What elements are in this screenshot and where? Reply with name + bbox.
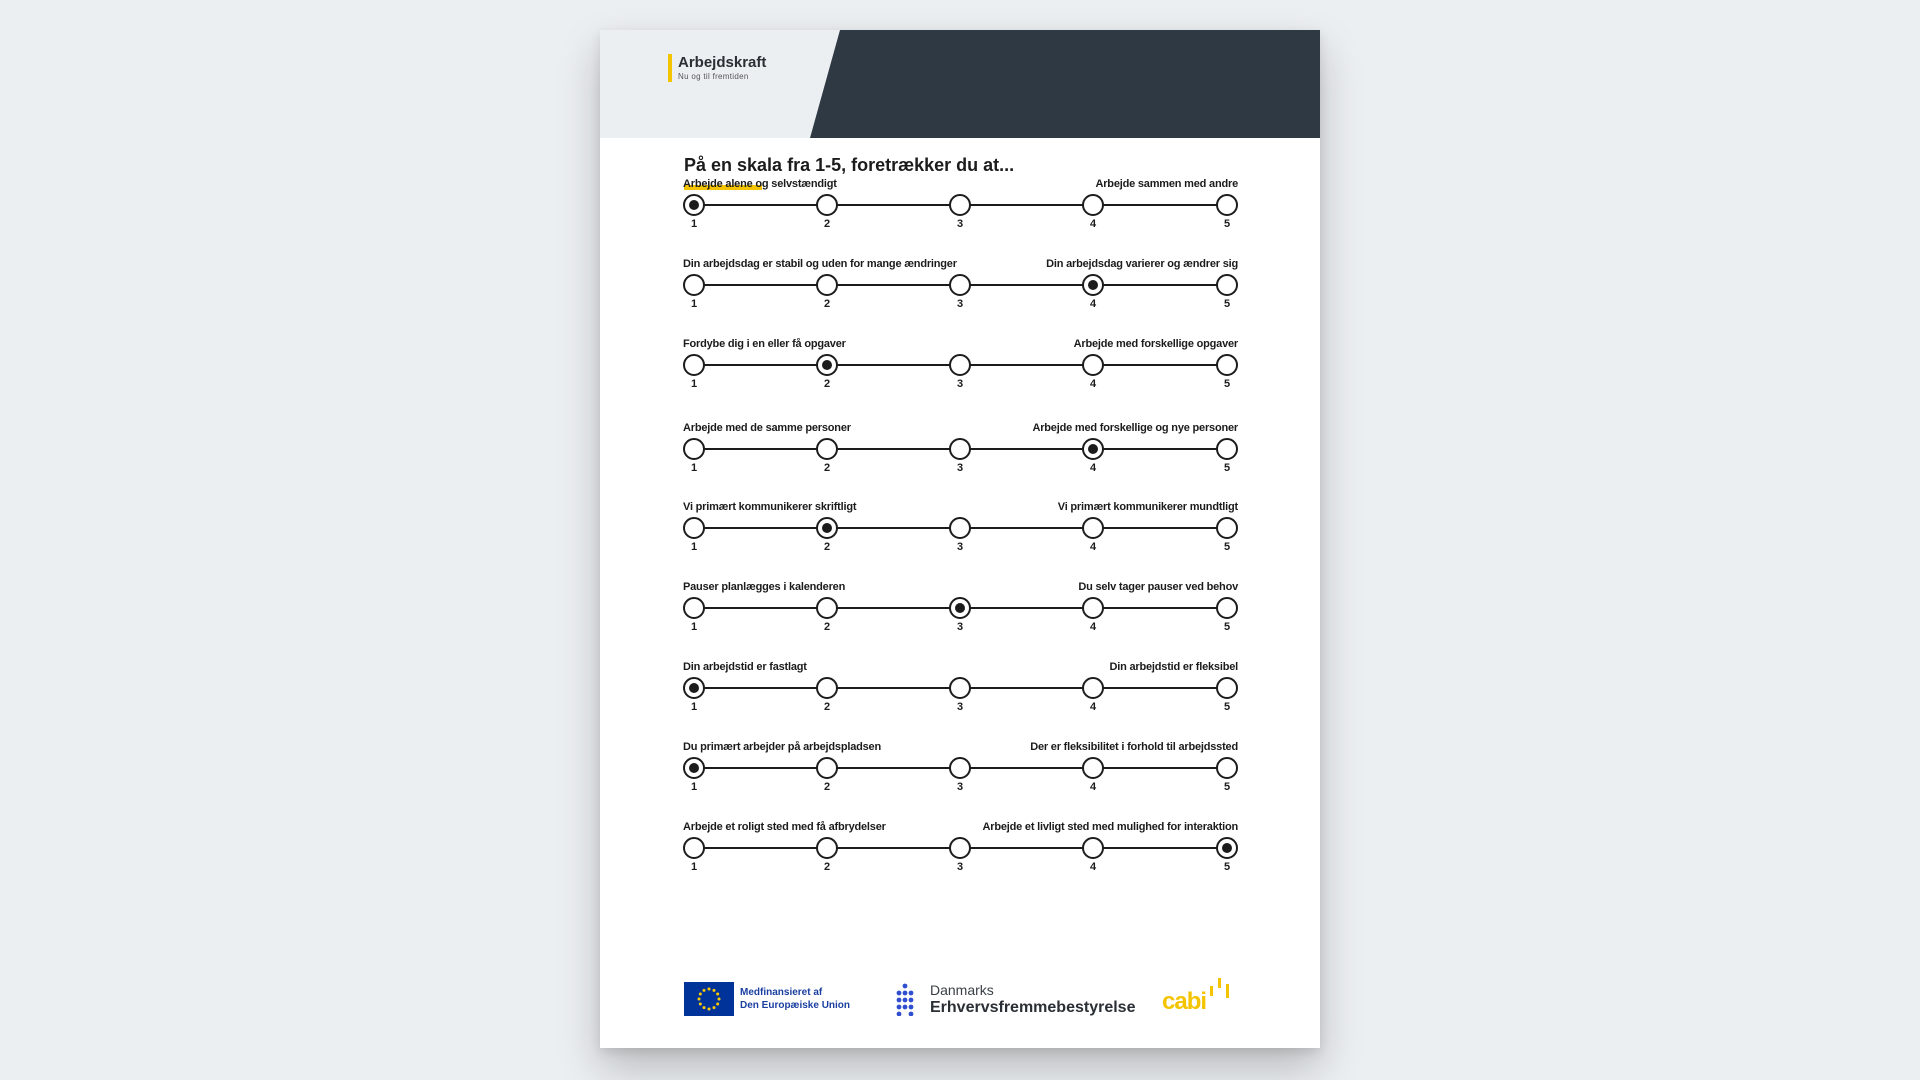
scale-number: 2 <box>823 218 831 230</box>
rating-option-4[interactable] <box>1082 677 1104 699</box>
rating-option-1[interactable] <box>683 274 705 296</box>
scale-number: 4 <box>1089 621 1097 633</box>
rating-scale <box>683 677 1238 713</box>
question-left-label: Du primært arbejder på arbejdspladsen <box>683 741 881 753</box>
question-right-label: Der er fleksibilitet i forhold til arbejdssted <box>1030 741 1238 753</box>
rating-option-2[interactable] <box>816 837 838 859</box>
question-row <box>683 501 1238 565</box>
scale-number: 4 <box>1089 462 1097 474</box>
question-row <box>683 741 1238 805</box>
scale-number: 3 <box>956 462 964 474</box>
rating-option-4[interactable] <box>1082 194 1104 216</box>
question-right-label: Arbejde et livligt sted med mulighed for interaktion <box>982 821 1238 833</box>
scale-number: 5 <box>1223 378 1231 390</box>
rating-option-5[interactable] <box>1216 837 1238 859</box>
scale-number: 2 <box>823 621 831 633</box>
rating-option-5[interactable] <box>1216 438 1238 460</box>
brand-tagline: Nu og til fremtiden <box>678 72 749 81</box>
selected-dot <box>822 360 832 370</box>
question-left-label: Arbejde alene og selvstændigt <box>683 178 837 190</box>
rating-option-2[interactable] <box>816 677 838 699</box>
question-left-label: Vi primært kommunikerer skriftligt <box>683 501 857 513</box>
scale-number: 3 <box>956 781 964 793</box>
question-left-label: Pauser planlægges i kalenderen <box>683 581 846 593</box>
rating-option-3[interactable] <box>949 354 971 376</box>
rating-scale <box>683 274 1238 310</box>
footer-logos <box>600 970 1320 1030</box>
rating-option-4[interactable] <box>1082 354 1104 376</box>
scale-number: 2 <box>823 701 831 713</box>
scale-number: 5 <box>1223 298 1231 310</box>
scale-number: 5 <box>1223 861 1231 873</box>
eu-line-2: Den Europæiske Union <box>740 1000 851 1011</box>
rating-option-1[interactable] <box>683 837 705 859</box>
selected-dot <box>1088 444 1098 454</box>
scale-number: 1 <box>690 298 698 310</box>
rating-option-3[interactable] <box>949 677 971 699</box>
rating-option-2[interactable] <box>816 757 838 779</box>
rating-option-1[interactable] <box>683 354 705 376</box>
rating-option-5[interactable] <box>1216 194 1238 216</box>
scale-number: 2 <box>823 298 831 310</box>
scale-number: 4 <box>1089 378 1097 390</box>
question-left-label: Din arbejdstid er fastlagt <box>683 661 807 673</box>
scale-number: 3 <box>956 218 964 230</box>
cabi-mark-icon <box>1206 976 1232 1006</box>
brand-logo <box>668 54 766 82</box>
rating-option-1[interactable] <box>683 438 705 460</box>
rating-scale <box>683 438 1238 474</box>
question-left-label: Din arbejdsdag er stabil og uden for mange ændringer <box>683 258 957 270</box>
rating-option-2[interactable] <box>816 438 838 460</box>
scale-number: 4 <box>1089 298 1097 310</box>
rating-scale <box>683 354 1238 390</box>
scale-number: 4 <box>1089 861 1097 873</box>
rating-option-2[interactable] <box>816 597 838 619</box>
question-right-label: Din arbejdstid er fleksibel <box>1109 661 1238 673</box>
scale-number: 3 <box>956 621 964 633</box>
selected-dot <box>955 603 965 613</box>
question-right-label: Din arbejdsdag varierer og ændrer sig <box>1046 258 1238 270</box>
scale-number: 2 <box>823 861 831 873</box>
cabi-logo: cabi <box>1162 988 1207 1015</box>
scale-number: 5 <box>1223 701 1231 713</box>
dk-board-text <box>930 982 1135 1016</box>
scale-number: 5 <box>1223 621 1231 633</box>
rating-option-5[interactable] <box>1216 274 1238 296</box>
scale-number: 3 <box>956 541 964 553</box>
scale-number: 3 <box>956 378 964 390</box>
question-left-label: Arbejde med de samme personer <box>683 422 851 434</box>
question-row <box>683 581 1238 645</box>
rating-scale <box>683 194 1238 230</box>
scale-number: 5 <box>1223 781 1231 793</box>
scale-number: 1 <box>690 218 698 230</box>
scale-number: 5 <box>1223 462 1231 474</box>
rating-option-5[interactable] <box>1216 757 1238 779</box>
selected-dot <box>689 763 699 773</box>
rating-option-4[interactable] <box>1082 274 1104 296</box>
question-row <box>683 821 1238 885</box>
dk-line-2: Erhvervsfremmebestyrelse <box>930 999 1136 1016</box>
rating-option-4[interactable] <box>1082 597 1104 619</box>
rating-option-2[interactable] <box>816 517 838 539</box>
page-title: På en skala fra 1-5, foretrækker du at... <box>684 155 1015 175</box>
scale-number: 2 <box>823 378 831 390</box>
rating-option-3[interactable] <box>949 438 971 460</box>
scale-number: 4 <box>1089 218 1097 230</box>
selected-dot <box>689 683 699 693</box>
eu-cofinance-text <box>740 986 850 1012</box>
question-left-label: Arbejde et roligt sted med få afbrydelser <box>683 821 886 833</box>
scale-number: 1 <box>690 378 698 390</box>
question-right-label: Arbejde sammen med andre <box>1095 178 1238 190</box>
rating-option-5[interactable] <box>1216 597 1238 619</box>
brand-name: Arbejdskraft <box>678 54 767 71</box>
scale-number: 1 <box>690 621 698 633</box>
rating-option-3[interactable] <box>949 517 971 539</box>
scale-number: 5 <box>1223 218 1231 230</box>
rating-option-1[interactable] <box>683 517 705 539</box>
scale-number: 1 <box>690 781 698 793</box>
question-row <box>683 178 1238 242</box>
scale-number: 3 <box>956 861 964 873</box>
rating-option-3[interactable] <box>949 274 971 296</box>
rating-option-1[interactable] <box>683 677 705 699</box>
rating-option-3[interactable] <box>949 597 971 619</box>
question-row <box>683 422 1238 486</box>
scale-number: 4 <box>1089 541 1097 553</box>
rating-scale <box>683 757 1238 793</box>
question-right-label: Arbejde med forskellige og nye personer <box>1032 422 1238 434</box>
scale-number: 1 <box>690 541 698 553</box>
question-row <box>683 661 1238 725</box>
rating-option-3[interactable] <box>949 194 971 216</box>
eu-flag-icon <box>684 982 734 1016</box>
selected-dot <box>1222 843 1232 853</box>
dot-grid-icon <box>895 982 919 1016</box>
rating-scale <box>683 517 1238 553</box>
rating-option-5[interactable] <box>1216 354 1238 376</box>
eu-line-1: Medfinansieret af <box>740 987 823 998</box>
rating-option-2[interactable] <box>816 194 838 216</box>
rating-option-2[interactable] <box>816 274 838 296</box>
question-right-label: Arbejde med forskellige opgaver <box>1073 338 1238 350</box>
scale-number: 4 <box>1089 701 1097 713</box>
scale-number: 5 <box>1223 541 1231 553</box>
header-dark-band <box>600 30 1320 138</box>
question-right-label: Vi primært kommunikerer mundtligt <box>1057 501 1238 513</box>
question-left-label: Fordybe dig i en eller få opgaver <box>683 338 846 350</box>
scale-number: 3 <box>956 701 964 713</box>
rating-option-5[interactable] <box>1216 677 1238 699</box>
selected-dot <box>689 200 699 210</box>
scale-number: 1 <box>690 462 698 474</box>
scale-number: 3 <box>956 298 964 310</box>
rating-option-4[interactable] <box>1082 517 1104 539</box>
rating-scale <box>683 837 1238 873</box>
scale-number: 4 <box>1089 781 1097 793</box>
rating-option-1[interactable] <box>683 194 705 216</box>
rating-option-4[interactable] <box>1082 757 1104 779</box>
rating-option-3[interactable] <box>949 757 971 779</box>
rating-option-1[interactable] <box>683 597 705 619</box>
question-row <box>683 338 1238 402</box>
scale-number: 2 <box>823 541 831 553</box>
questionnaire-page <box>600 30 1320 1048</box>
rating-option-3[interactable] <box>949 837 971 859</box>
scale-number: 1 <box>690 861 698 873</box>
selected-dot <box>822 523 832 533</box>
rating-option-2[interactable] <box>816 354 838 376</box>
rating-option-5[interactable] <box>1216 517 1238 539</box>
selected-dot <box>1088 280 1098 290</box>
rating-option-1[interactable] <box>683 757 705 779</box>
rating-option-4[interactable] <box>1082 837 1104 859</box>
scale-number: 1 <box>690 701 698 713</box>
rating-option-4[interactable] <box>1082 438 1104 460</box>
scale-number: 2 <box>823 462 831 474</box>
question-row <box>683 258 1238 322</box>
scale-number: 2 <box>823 781 831 793</box>
rating-scale <box>683 597 1238 633</box>
question-right-label: Du selv tager pauser ved behov <box>1078 581 1238 593</box>
dk-line-1: Danmarks <box>930 982 994 998</box>
